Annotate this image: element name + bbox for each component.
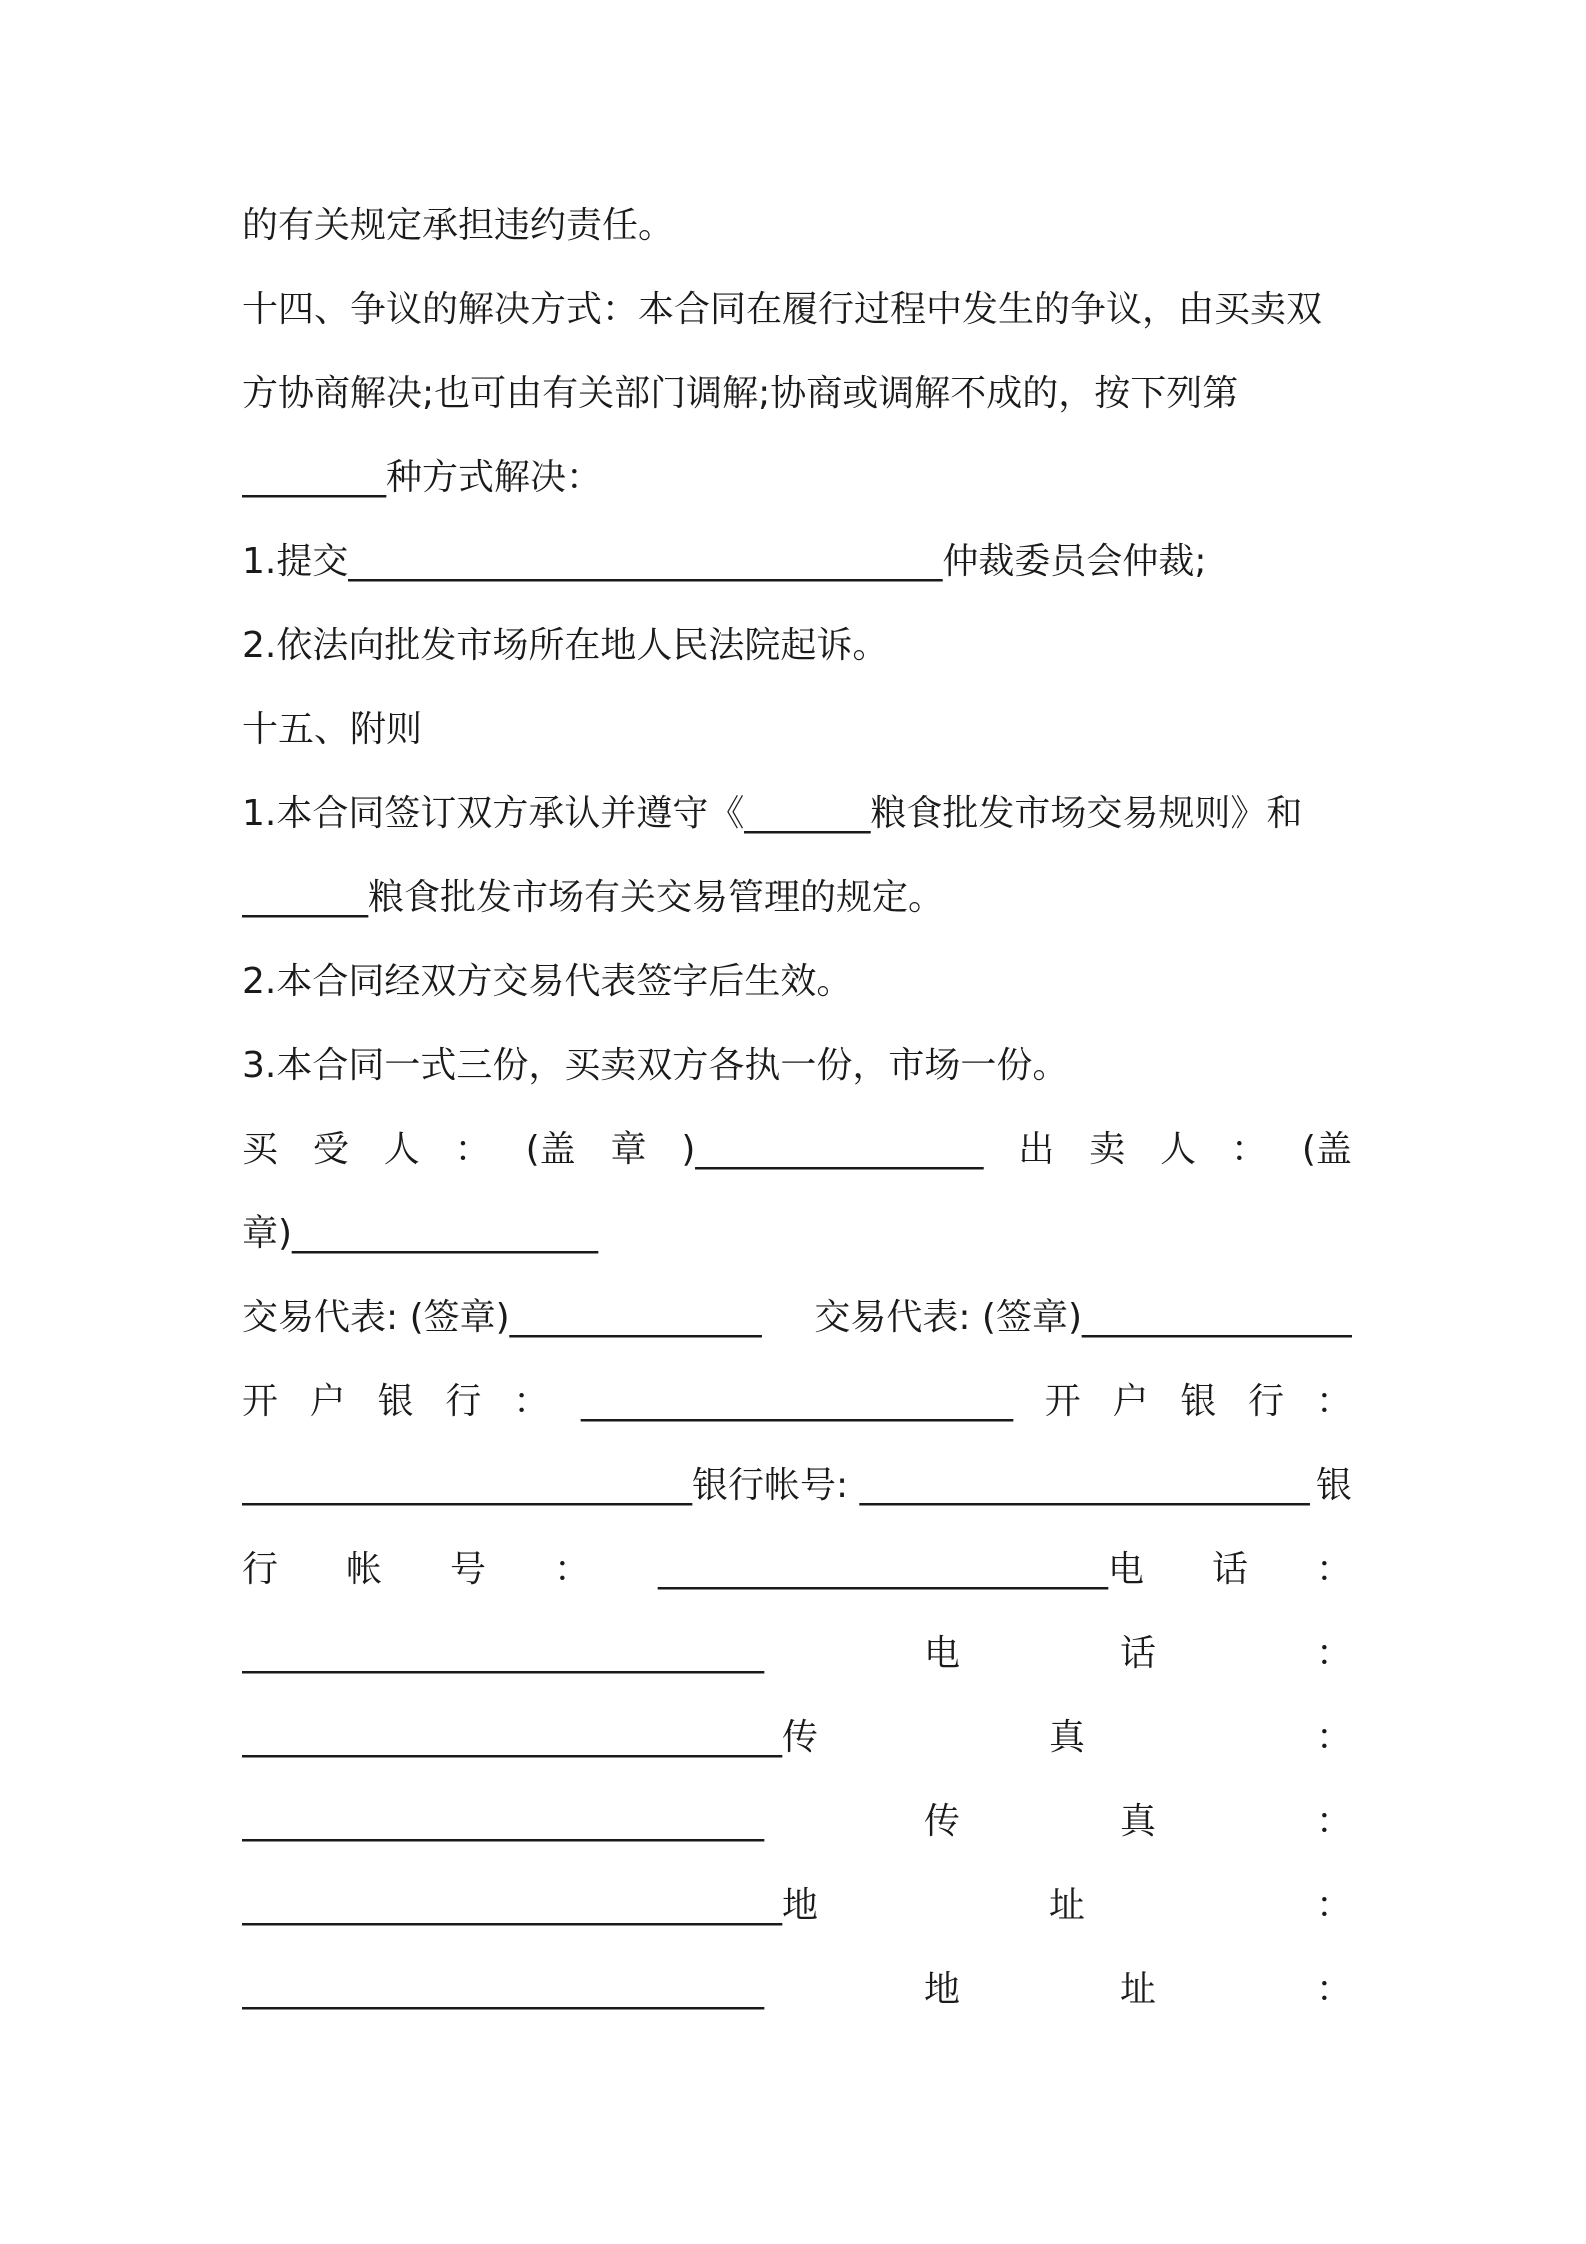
sig-r11-s1: 地	[923, 1969, 960, 2010]
sig-r6-s0: 行	[242, 1549, 279, 1590]
text-line-8: 1.本合同签订双方承认并遵守《_______粮食批发市场交易规则》和	[242, 793, 1303, 834]
section-heading-appendix: 十五、附则	[242, 709, 423, 750]
text-line-5: 1.提交_________________________________仲裁委员会仲裁;	[242, 541, 1207, 582]
sig-r1-s8: 卖	[1089, 1129, 1126, 1170]
sig-r1-s0: 买	[242, 1129, 279, 1170]
sig-r1-s10: ：	[1230, 1129, 1267, 1170]
text-line-3-content: 方协商解决;也可由有关部门调解;协商或调解不成的，按下列第	[242, 373, 1239, 414]
text-line-6: 2.依法向批发市场所在地人民法院起诉。	[242, 625, 889, 666]
sig-r4-s10: ：	[1315, 1381, 1352, 1422]
sig-r11-s0: _____________________________	[242, 1969, 764, 2010]
sig-r9-s3: ：	[1315, 1801, 1352, 1842]
sig-r10-s0: ______________________________地	[242, 1885, 818, 1926]
sig-r8-s2: ：	[1315, 1717, 1352, 1758]
sig-r1-s2: 人	[383, 1129, 420, 1170]
signature-row-2: 章)_________________	[242, 1213, 599, 1254]
sig-r6-s5: 话	[1211, 1549, 1248, 1590]
sig-r5-s1: 银	[1315, 1465, 1352, 1506]
text-line-11: 3.本合同一式三份，买卖双方各执一份，市场一份。	[242, 1045, 1069, 1086]
text-line-3	[242, 364, 1352, 424]
sig-r6-s4: _________________________电	[658, 1549, 1144, 1590]
text-line-10: 2.本合同经双方交易代表签字后生效。	[242, 961, 853, 1002]
sig-r7-s2: 话	[1119, 1633, 1156, 1674]
text-line-9: _______粮食批发市场有关交易管理的规定。	[242, 877, 945, 918]
text-line-2	[242, 280, 1352, 340]
sig-r6-s2: 号	[450, 1549, 487, 1590]
sig-r1-s4: (盖	[525, 1129, 576, 1170]
signature-row-9	[242, 1792, 1352, 1852]
text-line-1: 的有关规定承担违约责任。	[242, 205, 675, 246]
sig-r4-s0: 开	[242, 1381, 279, 1422]
sig-r5-s0: _________________________银行帐号: _________________________	[242, 1465, 1310, 1506]
sig-r6-s3: ：	[554, 1549, 591, 1590]
sig-r4-s4: ：	[513, 1381, 550, 1422]
signature-row-4	[242, 1372, 1352, 1432]
sig-r4-s3: 行	[445, 1381, 482, 1422]
sig-r10-s2: ：	[1315, 1885, 1352, 1926]
sig-r7-s0: _____________________________	[242, 1633, 764, 1674]
sig-r8-s1: 真	[1048, 1717, 1085, 1758]
sig-r4-s1: 户	[309, 1381, 346, 1422]
text-line-2-content: 十四、争议的解决方式：本合同在履行过程中发生的争议，由买卖双	[242, 289, 1323, 330]
signature-row-10	[242, 1876, 1352, 1936]
signature-row-7	[242, 1624, 1352, 1684]
sig-r4-s9: 行	[1248, 1381, 1285, 1422]
sig-r1-s6: )________________	[681, 1129, 984, 1170]
sig-r10-s1: 址	[1048, 1885, 1085, 1926]
signature-row-6	[242, 1540, 1352, 1600]
sig-r4-s7: 户	[1112, 1381, 1149, 1422]
sig-r1-s7: 出	[1018, 1129, 1055, 1170]
signature-row-5	[242, 1456, 1352, 1516]
sig-r9-s0: _____________________________	[242, 1801, 764, 1842]
sig-r6-s6: ：	[1315, 1549, 1352, 1590]
signature-row-1	[242, 1120, 1352, 1180]
sig-r3-seller-rep: 交易代表: (签章)_______________	[814, 1297, 1352, 1338]
sig-r1-s1: 受	[312, 1129, 349, 1170]
sig-r3-buyer-rep: 交易代表: (签章)______________	[242, 1297, 762, 1338]
sig-r11-s3: ：	[1315, 1969, 1352, 2010]
sig-r7-s3: ：	[1315, 1633, 1352, 1674]
signature-row-11	[242, 1960, 1352, 2020]
sig-r4-s6: 开	[1044, 1381, 1081, 1422]
sig-r8-s0: ______________________________传	[242, 1717, 818, 1758]
sig-r4-s8: 银	[1180, 1381, 1217, 1422]
signature-row-3	[242, 1288, 1352, 1348]
sig-r1-s11: (盖	[1301, 1129, 1352, 1170]
sig-r1-s5: 章	[610, 1129, 647, 1170]
sig-r6-s1: 帐	[346, 1549, 383, 1590]
sig-r9-s1: 传	[923, 1801, 960, 1842]
sig-r4-s5: ________________________	[580, 1381, 1013, 1422]
sig-r11-s2: 址	[1119, 1969, 1156, 2010]
signature-row-8	[242, 1708, 1352, 1768]
sig-r1-s3: ：	[454, 1129, 491, 1170]
sig-r7-s1: 电	[923, 1633, 960, 1674]
sig-r9-s2: 真	[1119, 1801, 1156, 1842]
sig-r1-s9: 人	[1160, 1129, 1197, 1170]
sig-r4-s2: 银	[377, 1381, 414, 1422]
text-line-4: ________种方式解决：	[242, 457, 603, 498]
